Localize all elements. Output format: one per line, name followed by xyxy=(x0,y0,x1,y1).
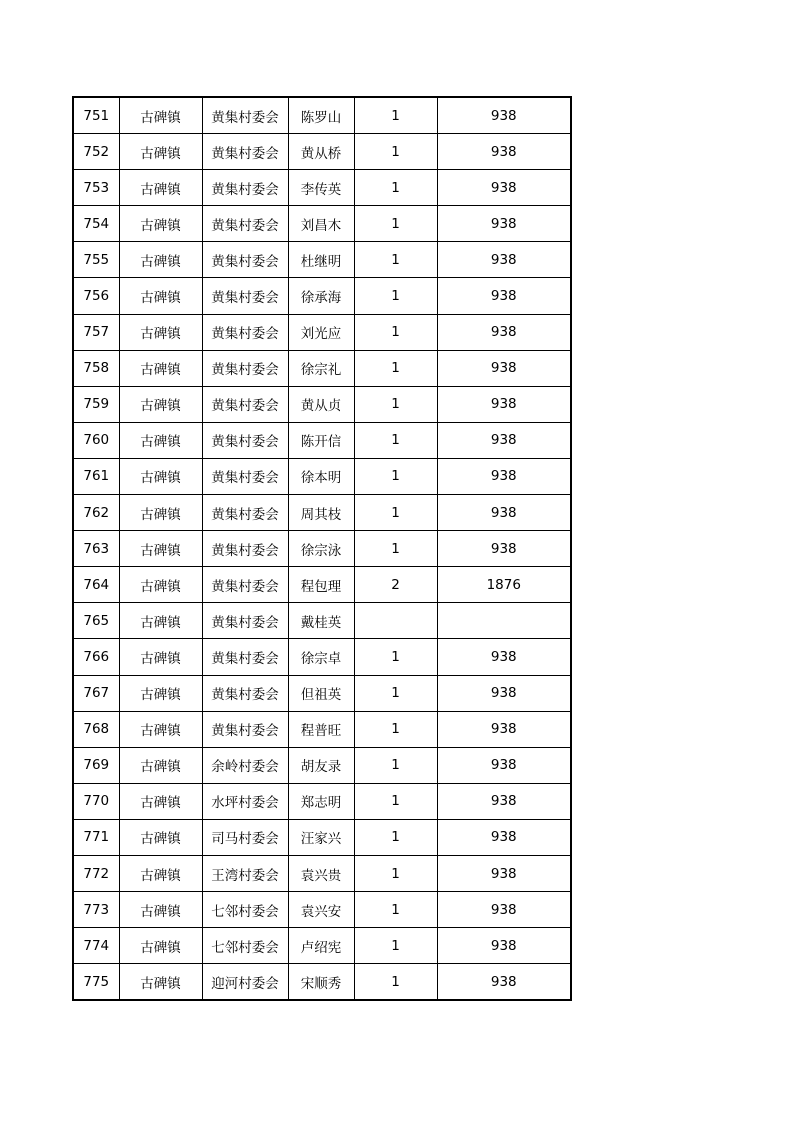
amount-cell: 938 xyxy=(437,783,571,819)
table-row xyxy=(73,278,571,314)
count-cell: 1 xyxy=(354,386,437,422)
count-cell: 1 xyxy=(354,495,437,531)
town-cell: 古碑镇 xyxy=(119,819,202,855)
person-name-cell: 戴桂英 xyxy=(288,603,354,639)
person-name-cell: 黄从桥 xyxy=(288,134,354,170)
table-row xyxy=(73,458,571,494)
town-cell: 古碑镇 xyxy=(119,747,202,783)
village-committee-cell: 黄集村委会 xyxy=(202,314,288,350)
person-name-cell: 徐承海 xyxy=(288,278,354,314)
town-cell: 古碑镇 xyxy=(119,855,202,891)
village-committee-cell: 黄集村委会 xyxy=(202,495,288,531)
person-name-cell: 李传英 xyxy=(288,170,354,206)
table-row xyxy=(73,314,571,350)
count-cell: 1 xyxy=(354,711,437,747)
amount-cell: 938 xyxy=(437,928,571,964)
town-cell: 古碑镇 xyxy=(119,206,202,242)
town-cell: 古碑镇 xyxy=(119,711,202,747)
row-number-cell: 753 xyxy=(73,170,119,206)
amount-cell: 938 xyxy=(437,206,571,242)
table-row xyxy=(73,242,571,278)
count-cell: 1 xyxy=(354,350,437,386)
person-name-cell: 陈罗山 xyxy=(288,97,354,134)
amount-cell: 938 xyxy=(437,964,571,1001)
town-cell: 古碑镇 xyxy=(119,567,202,603)
amount-cell: 938 xyxy=(437,314,571,350)
count-cell: 1 xyxy=(354,928,437,964)
village-committee-cell: 黄集村委会 xyxy=(202,134,288,170)
count-cell: 1 xyxy=(354,422,437,458)
person-name-cell: 袁兴贵 xyxy=(288,855,354,891)
count-cell: 1 xyxy=(354,892,437,928)
amount-cell: 938 xyxy=(437,458,571,494)
row-number-cell: 771 xyxy=(73,819,119,855)
town-cell: 古碑镇 xyxy=(119,386,202,422)
amount-cell: 938 xyxy=(437,711,571,747)
row-number-cell: 767 xyxy=(73,675,119,711)
town-cell: 古碑镇 xyxy=(119,892,202,928)
person-name-cell: 徐宗卓 xyxy=(288,639,354,675)
table-row xyxy=(73,819,571,855)
town-cell: 古碑镇 xyxy=(119,278,202,314)
amount-cell: 938 xyxy=(437,531,571,567)
row-number-cell: 752 xyxy=(73,134,119,170)
row-number-cell: 756 xyxy=(73,278,119,314)
count-cell: 1 xyxy=(354,855,437,891)
village-committee-cell: 七邻村委会 xyxy=(202,892,288,928)
village-committee-cell: 黄集村委会 xyxy=(202,350,288,386)
table-row xyxy=(73,422,571,458)
count-cell: 1 xyxy=(354,964,437,1001)
person-name-cell: 黄从贞 xyxy=(288,386,354,422)
person-name-cell: 刘光应 xyxy=(288,314,354,350)
village-committee-cell: 黄集村委会 xyxy=(202,206,288,242)
count-cell: 2 xyxy=(354,567,437,603)
town-cell: 古碑镇 xyxy=(119,134,202,170)
village-committee-cell: 迎河村委会 xyxy=(202,964,288,1001)
count-cell: 1 xyxy=(354,314,437,350)
row-number-cell: 775 xyxy=(73,964,119,1001)
amount-cell: 938 xyxy=(437,422,571,458)
count-cell: 1 xyxy=(354,639,437,675)
town-cell: 古碑镇 xyxy=(119,422,202,458)
village-committee-cell: 黄集村委会 xyxy=(202,675,288,711)
count-cell: 1 xyxy=(354,458,437,494)
town-cell: 古碑镇 xyxy=(119,170,202,206)
village-committee-cell: 七邻村委会 xyxy=(202,928,288,964)
town-cell: 古碑镇 xyxy=(119,350,202,386)
amount-cell: 938 xyxy=(437,242,571,278)
count-cell: 1 xyxy=(354,675,437,711)
count-cell: 1 xyxy=(354,206,437,242)
person-name-cell: 徐本明 xyxy=(288,458,354,494)
person-name-cell: 袁兴安 xyxy=(288,892,354,928)
amount-cell: 938 xyxy=(437,892,571,928)
count-cell: 1 xyxy=(354,134,437,170)
person-name-cell: 徐宗礼 xyxy=(288,350,354,386)
village-committee-cell: 黄集村委会 xyxy=(202,170,288,206)
village-committee-cell: 黄集村委会 xyxy=(202,639,288,675)
amount-cell: 938 xyxy=(437,639,571,675)
row-number-cell: 768 xyxy=(73,711,119,747)
table-row xyxy=(73,531,571,567)
table-row xyxy=(73,675,571,711)
town-cell: 古碑镇 xyxy=(119,97,202,134)
row-number-cell: 764 xyxy=(73,567,119,603)
town-cell: 古碑镇 xyxy=(119,495,202,531)
row-number-cell: 761 xyxy=(73,458,119,494)
village-committee-cell: 黄集村委会 xyxy=(202,278,288,314)
amount-cell: 938 xyxy=(437,495,571,531)
person-name-cell: 周其枝 xyxy=(288,495,354,531)
town-cell: 古碑镇 xyxy=(119,458,202,494)
table-row xyxy=(73,639,571,675)
row-number-cell: 760 xyxy=(73,422,119,458)
table-row xyxy=(73,964,571,1001)
town-cell: 古碑镇 xyxy=(119,675,202,711)
person-name-cell: 程普旺 xyxy=(288,711,354,747)
row-number-cell: 770 xyxy=(73,783,119,819)
village-committee-cell: 黄集村委会 xyxy=(202,531,288,567)
amount-cell: 938 xyxy=(437,350,571,386)
person-name-cell: 卢绍宪 xyxy=(288,928,354,964)
village-committee-cell: 司马村委会 xyxy=(202,819,288,855)
village-committee-cell: 黄集村委会 xyxy=(202,711,288,747)
person-name-cell: 杜继明 xyxy=(288,242,354,278)
village-committee-cell: 水坪村委会 xyxy=(202,783,288,819)
table-row xyxy=(73,206,571,242)
row-number-cell: 766 xyxy=(73,639,119,675)
row-number-cell: 751 xyxy=(73,97,119,134)
table-row xyxy=(73,134,571,170)
count-cell: 1 xyxy=(354,783,437,819)
count-cell: 1 xyxy=(354,242,437,278)
village-committee-cell: 黄集村委会 xyxy=(202,386,288,422)
row-number-cell: 759 xyxy=(73,386,119,422)
row-number-cell: 758 xyxy=(73,350,119,386)
row-number-cell: 762 xyxy=(73,495,119,531)
amount-cell: 938 xyxy=(437,170,571,206)
village-committee-cell: 黄集村委会 xyxy=(202,97,288,134)
village-committee-cell: 黄集村委会 xyxy=(202,458,288,494)
table-row xyxy=(73,747,571,783)
person-name-cell: 徐宗泳 xyxy=(288,531,354,567)
amount-cell: 938 xyxy=(437,97,571,134)
table-row xyxy=(73,711,571,747)
town-cell: 古碑镇 xyxy=(119,531,202,567)
person-name-cell: 陈开信 xyxy=(288,422,354,458)
data-table xyxy=(72,96,572,1001)
amount-cell: 938 xyxy=(437,675,571,711)
person-name-cell: 胡友录 xyxy=(288,747,354,783)
count-cell: 1 xyxy=(354,531,437,567)
row-number-cell: 757 xyxy=(73,314,119,350)
count-cell: 1 xyxy=(354,97,437,134)
village-committee-cell: 黄集村委会 xyxy=(202,603,288,639)
amount-cell: 1876 xyxy=(437,567,571,603)
amount-cell: 938 xyxy=(437,855,571,891)
amount-cell: 938 xyxy=(437,819,571,855)
village-committee-cell: 黄集村委会 xyxy=(202,242,288,278)
row-number-cell: 754 xyxy=(73,206,119,242)
table-row xyxy=(73,170,571,206)
person-name-cell: 但祖英 xyxy=(288,675,354,711)
table-row xyxy=(73,97,571,134)
town-cell: 古碑镇 xyxy=(119,964,202,1001)
town-cell: 古碑镇 xyxy=(119,314,202,350)
count-cell: 1 xyxy=(354,819,437,855)
village-committee-cell: 王湾村委会 xyxy=(202,855,288,891)
table-row xyxy=(73,350,571,386)
person-name-cell: 郑志明 xyxy=(288,783,354,819)
row-number-cell: 763 xyxy=(73,531,119,567)
table-row xyxy=(73,495,571,531)
village-committee-cell: 黄集村委会 xyxy=(202,567,288,603)
table-row xyxy=(73,892,571,928)
person-name-cell: 汪家兴 xyxy=(288,819,354,855)
town-cell: 古碑镇 xyxy=(119,242,202,278)
person-name-cell: 程包理 xyxy=(288,567,354,603)
row-number-cell: 772 xyxy=(73,855,119,891)
town-cell: 古碑镇 xyxy=(119,928,202,964)
count-cell: 1 xyxy=(354,747,437,783)
table-row xyxy=(73,386,571,422)
count-cell: 1 xyxy=(354,170,437,206)
row-number-cell: 755 xyxy=(73,242,119,278)
row-number-cell: 765 xyxy=(73,603,119,639)
amount-cell: 938 xyxy=(437,134,571,170)
person-name-cell: 刘昌木 xyxy=(288,206,354,242)
row-number-cell: 773 xyxy=(73,892,119,928)
village-committee-cell: 余岭村委会 xyxy=(202,747,288,783)
amount-cell xyxy=(437,603,571,639)
row-number-cell: 774 xyxy=(73,928,119,964)
table-row xyxy=(73,855,571,891)
table-row xyxy=(73,783,571,819)
town-cell: 古碑镇 xyxy=(119,639,202,675)
count-cell: 1 xyxy=(354,278,437,314)
village-committee-cell: 黄集村委会 xyxy=(202,422,288,458)
amount-cell: 938 xyxy=(437,747,571,783)
count-cell xyxy=(354,603,437,639)
table-row xyxy=(73,567,571,603)
amount-cell: 938 xyxy=(437,386,571,422)
person-name-cell: 宋顺秀 xyxy=(288,964,354,1001)
amount-cell: 938 xyxy=(437,278,571,314)
town-cell: 古碑镇 xyxy=(119,603,202,639)
town-cell: 古碑镇 xyxy=(119,783,202,819)
table-body xyxy=(73,97,571,1000)
row-number-cell: 769 xyxy=(73,747,119,783)
table-row xyxy=(73,603,571,639)
table-row xyxy=(73,928,571,964)
